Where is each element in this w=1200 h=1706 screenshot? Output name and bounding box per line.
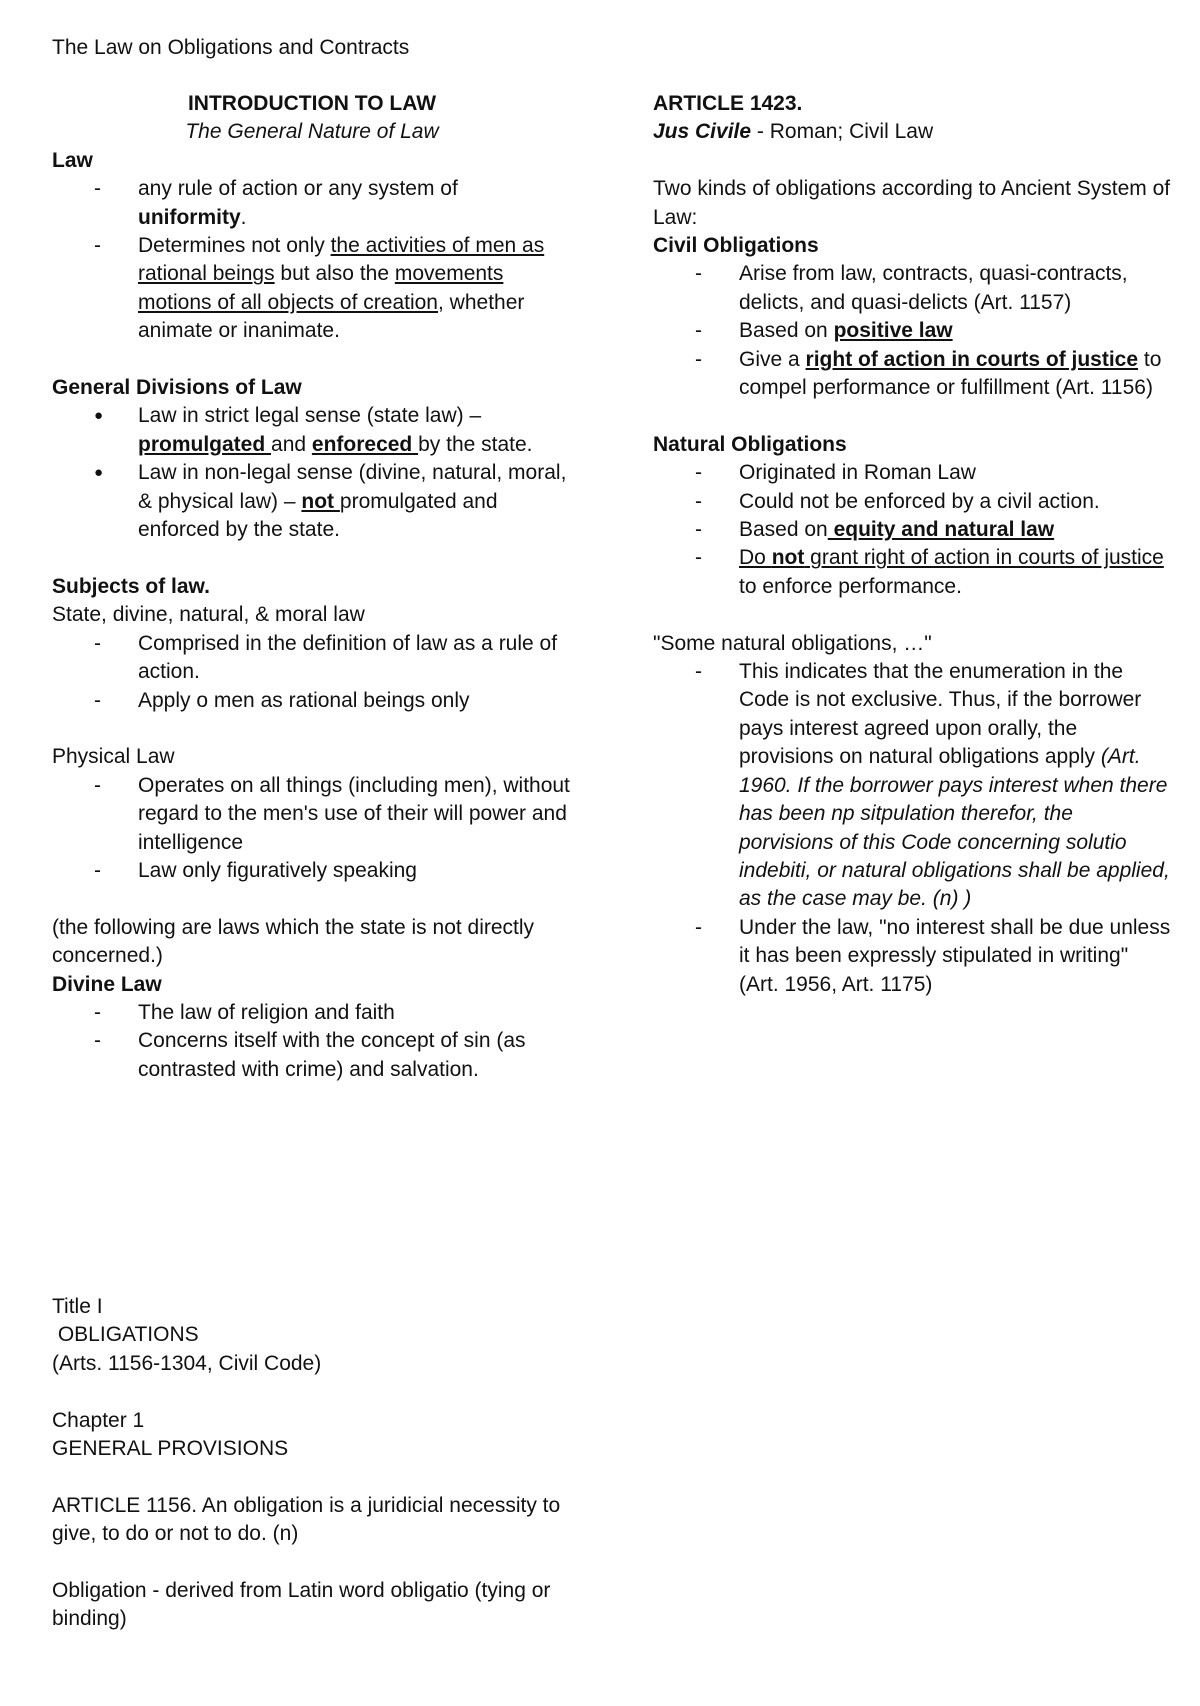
list-item: - any rule of action or any system of uniformity. [52,175,572,232]
article-1156: ARTICLE 1156. An obligation is a juridicial necessity to give, to do or not to do. (n) [52,1493,561,1546]
page-header: The Law on Obligations and Contracts [52,36,410,59]
list-item: ● Law in strict legal sense (state law) – promulgated and enforeced by the state. [52,402,572,459]
list-item: - This indicates that the enumeration in the Code is not exclusive. Thus, if the borrower pays interest agreed upon orally, the provisions on natural obligations apply (Art. 1960. If the borrower pays interest when there has been np sitpulation therefor, the porvisions of this Code concerning solutio indebiti, or natural obligations shall be applied, as the case may be. (n) ) [653,658,1173,914]
subjects-heading: Subjects of law. [52,574,210,598]
list-item: - Determines not only the activities of men as rational beings but also the movements motions of all objects of creation, whether animate or inanimate. [52,232,572,346]
subjects-line: State, divine, natural, & moral law [52,603,365,627]
divine-heading: Divine Law [52,972,162,996]
some-natural-heading: "Some natural obligations, …" [653,631,932,655]
list-item: - Based on positive law [653,317,1173,345]
law-list [52,175,572,345]
title-name: OBLIGATIONS [52,1323,199,1347]
two-kinds-text: Two kinds of obligations according to Ancient System of Law: [653,177,1171,229]
note-text: (the following are laws which the state is not directly concerned.) [52,915,535,968]
natural-heading: Natural Obligations [653,432,847,456]
divine-list [52,999,572,1084]
civil-list [653,260,1173,402]
list-item: - Do not grant right of action in courts of justice to enforce performance. [653,544,1173,601]
right-column [653,90,1173,999]
divisions-list [52,402,572,544]
list-item: - Law only figuratively speaking [52,857,572,885]
left-column [52,90,572,1084]
list-item: - Concerns itself with the concept of sin (as contrasted with crime) and salvation. [52,1027,572,1084]
chapter-label: Chapter 1 [52,1408,145,1432]
section-title: INTRODUCTION TO LAW [187,92,437,115]
list-item: - Under the law, "no interest shall be due unless it has been expressly stipulated in writing" (Art. 1956, Art. 1175) [653,914,1173,999]
civil-heading: Civil Obligations [653,234,819,258]
section-subtitle: The General Nature of Law [185,120,439,144]
article-heading: ARTICLE 1423. [653,92,803,115]
physical-heading: Physical Law [52,745,175,769]
subjects-list [52,630,572,715]
law-heading: Law [52,148,93,172]
physical-list [52,772,572,886]
title-label: Title I [52,1295,103,1318]
chapter-name: GENERAL PROVISIONS [52,1437,289,1461]
jus-civile-line: Jus Civile - Roman; Civil Law [653,120,934,144]
list-item: - The law of religion and faith [52,999,572,1027]
bottom-block [52,1293,592,1634]
list-item: - Originated in Roman Law [653,459,1173,487]
divisions-heading: General Divisions of Law [52,376,302,400]
list-item: - Arise from law, contracts, quasi-contracts, delicts, and quasi-delicts (Art. 1157) [653,260,1173,317]
list-item: - Operates on all things (including men), without regard to the men's use of their will power and intelligence [52,772,572,857]
list-item: - Apply o men as rational beings only [52,687,572,715]
list-item: - Could not be enforced by a civil action. [653,488,1173,516]
natural-list [653,459,1173,601]
title-range: (Arts. 1156-1304, Civil Code) [52,1351,322,1375]
list-item: ● Law in non-legal sense (divine, natural, moral, & physical law) – not promulgated and enforced by the state. [52,459,572,544]
list-item: - Based on equity and natural law [653,516,1173,544]
some-natural-list [653,658,1173,999]
list-item: - Comprised in the definition of law as a rule of action. [52,630,572,687]
obligation-definition: Obligation - derived from Latin word obligatio (tying or binding) [52,1579,551,1631]
list-item: - Give a right of action in courts of justice to compel performance or fulfillment (Art. 1156) [653,346,1173,403]
